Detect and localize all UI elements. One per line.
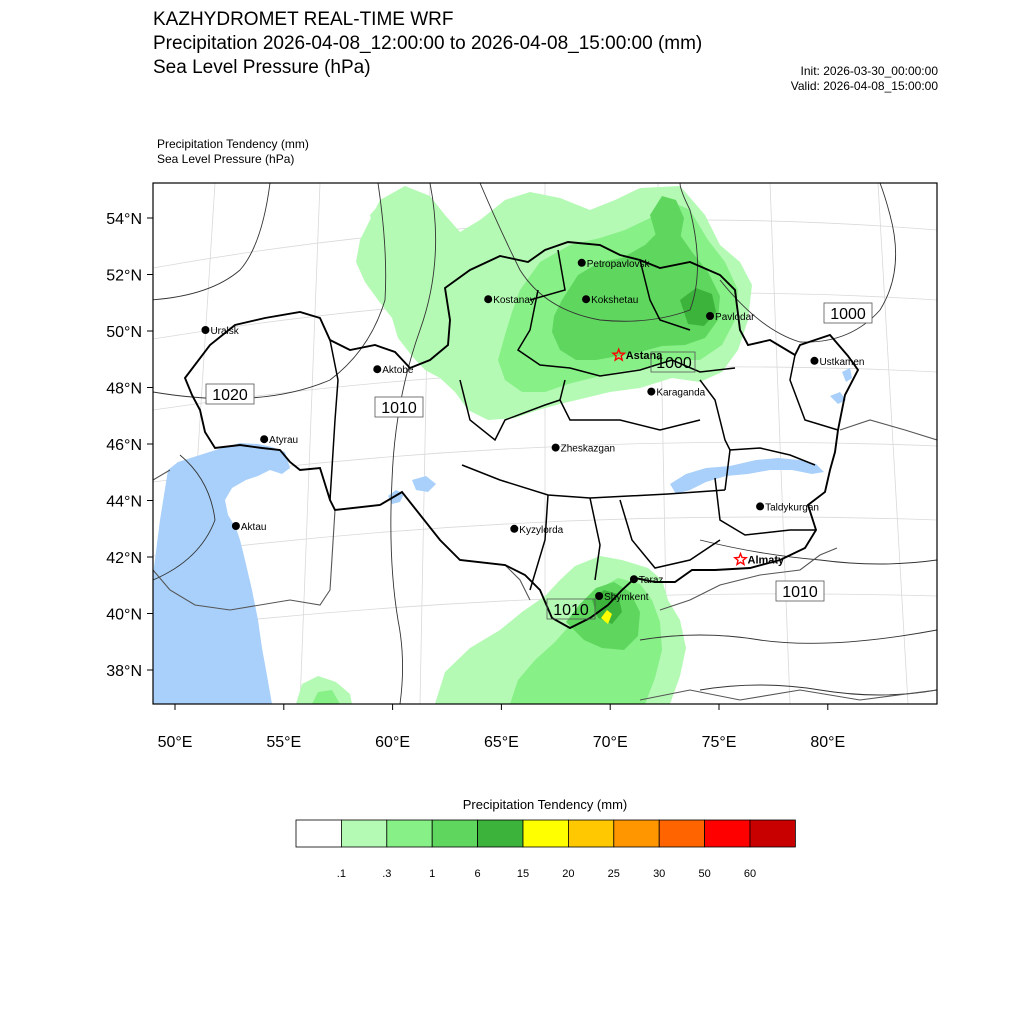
city-label: Petropavlovsk (586, 258, 650, 270)
isobar-label (375, 397, 423, 417)
legend-swatch (659, 820, 704, 847)
lat-tick-label: 38°N (106, 663, 142, 680)
svg-text:1020: 1020 (212, 387, 248, 404)
legend-swatch (750, 820, 795, 847)
city-dot (578, 259, 586, 267)
svg-text:1010: 1010 (782, 584, 818, 601)
legend-swatch (432, 820, 477, 847)
city-label: Shymkent (604, 592, 649, 603)
isobar-label (547, 599, 595, 619)
lon-tick-label: 70°E (592, 734, 628, 751)
lat-tick-label: 46°N (106, 437, 142, 454)
legend-label: 60 (743, 868, 757, 880)
longitude-axis (158, 704, 846, 751)
page-title: KAZHYDROMET REAL-TIME WRF (153, 9, 454, 30)
lat-tick-label: 48°N (106, 380, 142, 398)
legend-swatch (341, 820, 386, 847)
latitude-axis (106, 211, 153, 680)
lon-tick-label: 75°E (701, 734, 737, 751)
city-dot (201, 326, 209, 334)
lat-tick-label: 50°N (106, 324, 142, 341)
city-dot (630, 575, 638, 583)
legend-swatch (478, 820, 523, 847)
city-label: Aktau (240, 522, 267, 533)
city-dot (756, 502, 764, 510)
city-dot (373, 365, 381, 373)
city-dot (552, 444, 560, 452)
map-subtitle-precip: Precipitation Tendency (mm) (157, 137, 309, 151)
lat-tick-label: 42°N (106, 550, 142, 567)
map-subtitle-pressure: Sea Level Pressure (hPa) (157, 152, 295, 166)
city-dot (706, 312, 714, 320)
precip-legend (296, 797, 795, 880)
city-label: Pavlodar (715, 312, 755, 323)
legend-swatch (568, 820, 613, 847)
svg-text:1000: 1000 (656, 355, 692, 372)
city-label: Kokshetau (591, 295, 639, 307)
isobar-label (651, 352, 695, 372)
lon-tick-label: 65°E (483, 734, 519, 751)
city-dot (260, 435, 268, 443)
legend-label: 20 (562, 868, 575, 880)
precip-period-title: Precipitation 2026-04-08_12:00:00 to 2026-04-08_15:00:00 (mm) (153, 33, 703, 54)
lat-tick-label: 54°N (106, 211, 142, 228)
svg-text:1000: 1000 (830, 306, 866, 323)
lon-tick-label: 60°E (375, 734, 411, 751)
legend-label: .1 (336, 868, 346, 880)
legend-colorbar (296, 820, 795, 847)
legend-swatch (387, 820, 432, 847)
capital-label: Almaty (747, 554, 785, 567)
legend-swatch (296, 820, 341, 847)
legend-swatch (614, 820, 659, 847)
lat-tick-label: 44°N (106, 493, 142, 511)
city-label: Atyrau (269, 435, 299, 447)
init-time: Init: 2026-03-30_00:00:00 (800, 64, 938, 78)
city-dot (232, 522, 240, 530)
lon-tick-label: 80°E (810, 734, 846, 751)
city-label: Aktobe (382, 365, 414, 377)
city-label: Kostanay (493, 295, 535, 307)
legend-label: 50 (698, 868, 711, 880)
city-label: Taraz (638, 575, 664, 587)
isobar-label (206, 384, 254, 404)
city-label: Zheskazgan (560, 443, 616, 455)
lon-tick-label: 55°E (266, 734, 302, 751)
capital-label: Astana (625, 350, 663, 363)
city-dot (595, 592, 603, 600)
lon-tick-label: 50°E (157, 734, 193, 751)
legend-swatch (705, 820, 750, 847)
city-dot (647, 388, 655, 396)
isobar-label (776, 581, 824, 601)
legend-title: Precipitation Tendency (mm) (462, 797, 628, 812)
legend-label: 30 (653, 868, 666, 880)
city-dot (510, 525, 518, 533)
city-label: Taldykurgan (765, 502, 819, 514)
city-dot (582, 295, 590, 303)
legend-label: 1 (429, 868, 436, 880)
valid-time: Valid: 2026-04-08_15:00:00 (790, 79, 938, 93)
legend-labels (337, 868, 756, 880)
lat-tick-label: 40°N (106, 606, 142, 624)
city-label: Kyzylorda (519, 524, 564, 536)
city-label: Uralsk (210, 326, 239, 337)
city-dot (484, 295, 492, 303)
legend-label: 6 (474, 868, 481, 880)
legend-swatch (523, 820, 568, 847)
city-dot (810, 357, 818, 365)
svg-text:1010: 1010 (553, 602, 589, 619)
city-label: Karaganda (656, 387, 706, 399)
isobar-label (824, 303, 872, 323)
pressure-title: Sea Level Pressure (hPa) (153, 57, 371, 78)
map-panel (106, 183, 937, 751)
lat-tick-label: 52°N (106, 267, 142, 285)
city-label: Ustkamen (819, 356, 865, 368)
legend-label: 15 (516, 868, 530, 880)
svg-text:1010: 1010 (381, 400, 417, 417)
legend-label: 25 (607, 868, 620, 880)
legend-label: .3 (382, 868, 392, 880)
